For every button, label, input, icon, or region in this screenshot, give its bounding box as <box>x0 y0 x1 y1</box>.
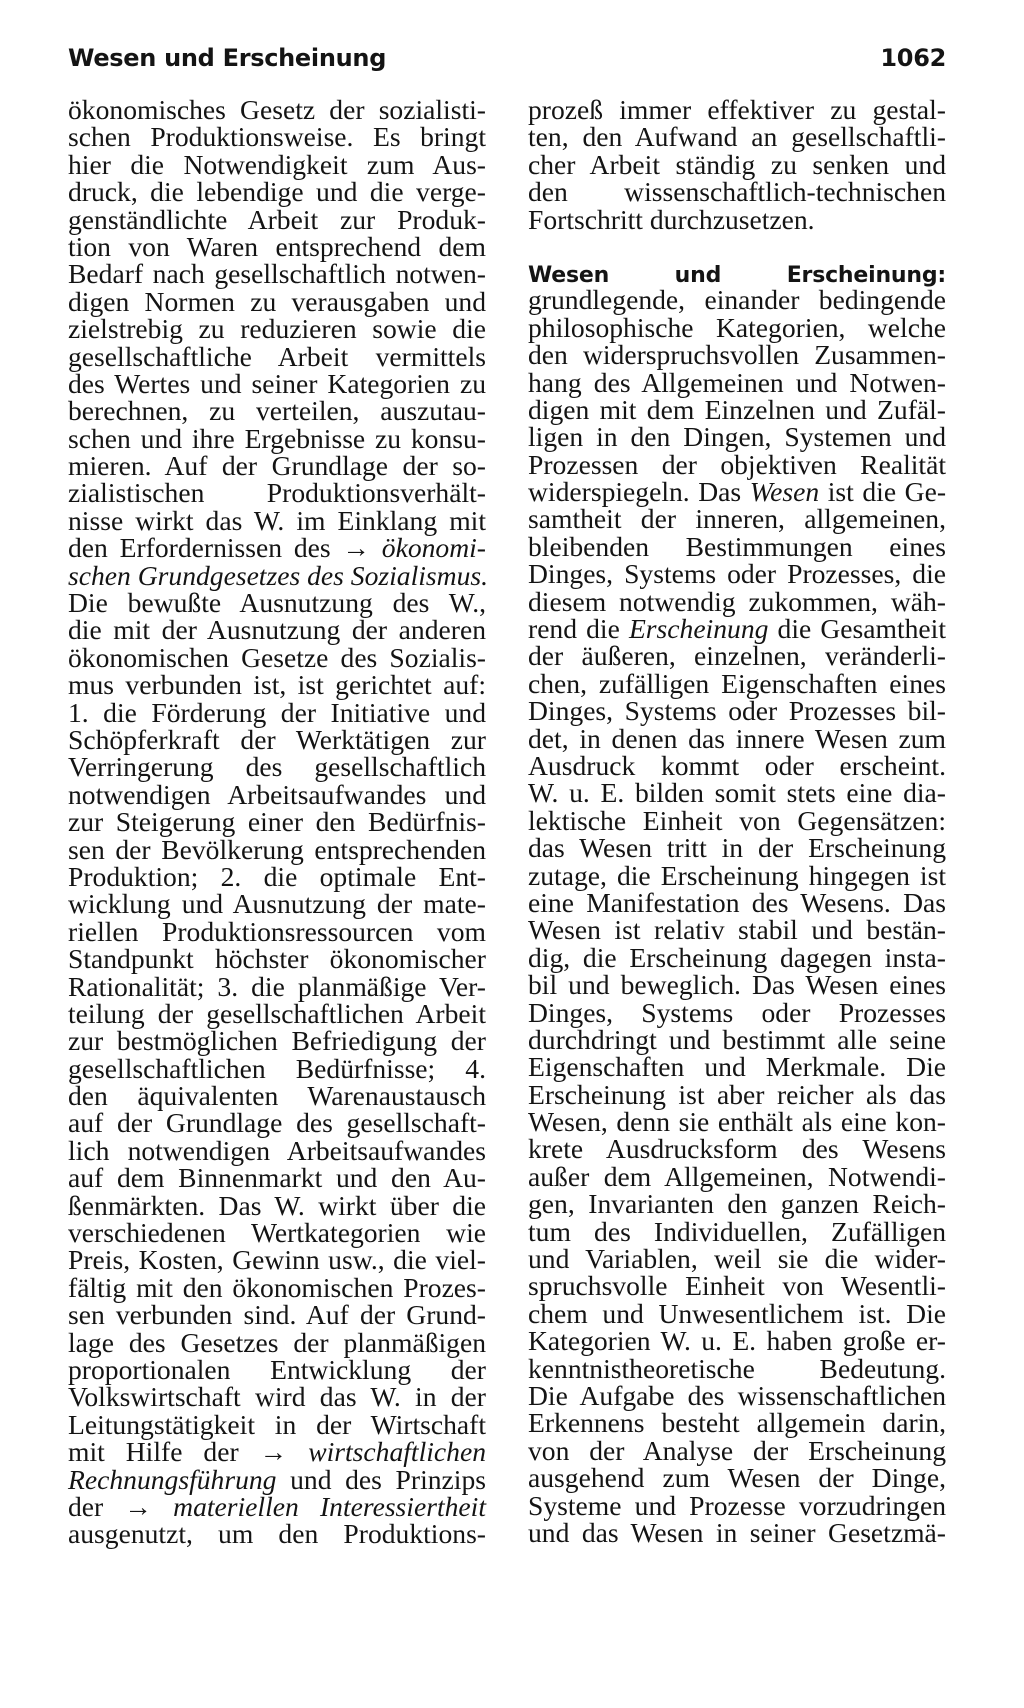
text-line: samtheit der inneren, allgemeinen, <box>528 503 946 535</box>
text-line: fältig mit den ökonomischen Prozes- <box>68 1271 486 1303</box>
text-line: eine Manifestation des Wesens. Das <box>528 886 946 918</box>
text-line: und das Wesen in seiner Gesetzmä- <box>528 1516 946 1548</box>
text-line: ten, den Aufwand an gesellschaftli- <box>528 121 946 153</box>
running-head <box>68 44 946 72</box>
text-line: Prozessen der objektiven Realität <box>528 448 946 480</box>
text-line: spruchsvolle Einheit von Wesentli- <box>528 1270 946 1302</box>
text-line: außer dem Allgemeinen, Notwendi- <box>528 1160 946 1192</box>
text-line: Standpunkt höchster ökonomischer <box>68 943 486 975</box>
left-column <box>68 94 489 1550</box>
text-line: mieren. Auf der Grundlage der so- <box>68 450 486 482</box>
cross-reference: ökonomi- <box>381 532 486 564</box>
text-line: Rechnungsführung und des Prinzips <box>68 1463 486 1495</box>
text-line: ökonomischen Gesetze des Sozialis- <box>68 641 486 673</box>
text-line: des Wertes und seiner Kategorien zu <box>68 367 486 399</box>
text-line: Volkswirtschaft wird das W. in der <box>68 1381 486 1413</box>
text-line: mus verbunden ist, ist gerichtet auf: <box>68 669 486 701</box>
text-line: wicklung und Ausnutzung der mate- <box>68 888 486 920</box>
cross-reference: Rechnungsführung <box>68 1463 277 1495</box>
page-number: 1062 <box>880 44 946 72</box>
text-line: lage des Gesetzes der planmäßigen <box>68 1326 486 1358</box>
text-line: gesellschaftliche Arbeit vermittels <box>68 340 486 372</box>
text-line: auf dem Binnenmarkt und den Au- <box>68 1162 486 1194</box>
text-line: Leitungstätigkeit in der Wirtschaft <box>68 1408 486 1440</box>
cross-reference-arrow: → <box>124 1490 152 1522</box>
text-line: Schöpferkraft der Werktätigen zur <box>68 723 486 755</box>
text-line: ökonomisches Gesetz der sozialisti- <box>68 94 486 125</box>
text-line: Dinges, Systems oder Prozesses, die <box>528 558 946 590</box>
text-line: den Erfordernissen des → ökonomi- <box>68 532 486 564</box>
text-line: der → materiellen Interessiertheit <box>68 1490 486 1522</box>
text-line: Dinges, Systems oder Prozesses <box>528 996 946 1028</box>
text-line: gesellschaftlichen Bedürfnisse; 4. <box>68 1052 486 1084</box>
text-line: und Variablen, weil sie die wider- <box>528 1243 946 1275</box>
text-line: hier die Notwendigkeit zum Aus- <box>68 148 486 180</box>
text-line: teilung der gesellschaftlichen Arbeit <box>68 997 486 1029</box>
text-line: ausgehend zum Wesen der Dinge, <box>528 1462 946 1494</box>
text-line: Die bewußte Ausnutzung des W., <box>68 587 486 619</box>
text-line: Preis, Kosten, Gewinn usw., die viel- <box>68 1244 486 1276</box>
text-line: berechnen, zu verteilen, auszutau- <box>68 395 486 427</box>
text-line: philosophische Kategorien, welche <box>528 311 946 343</box>
text-line: durchdringt und bestimmt alle seine <box>528 1023 946 1055</box>
cross-reference: schen Grundgesetzes des Sozialismus. <box>68 559 489 591</box>
text-line: grundlegende, einander bedingende <box>528 284 946 316</box>
text-line: Eigenschaften und Merkmale. Die <box>528 1051 946 1083</box>
text-line: cher Arbeit ständig zu senken und <box>528 148 946 180</box>
text-line: bil und beweglich. Das Wesen eines <box>528 969 946 1001</box>
text-line: sen verbunden sind. Auf der Grund- <box>68 1299 486 1331</box>
text-line: chem und Unwesentlichem ist. Die <box>528 1297 946 1329</box>
text-line: Bedarf nach gesellschaftlich notwen- <box>68 258 486 290</box>
text-line: zialistischen Produktionsverhält- <box>68 477 486 509</box>
text-line: riellen Produktionsressourcen vom <box>68 915 486 947</box>
text-line: dig, die Erscheinung dagegen insta- <box>528 941 946 973</box>
text-line: chen, zufälligen Eigenschaften eines <box>528 667 946 699</box>
text-line: zur bestmöglichen Befriedigung der <box>68 1025 486 1057</box>
text-line: schen Produktionsweise. Es bringt <box>68 121 486 153</box>
text-line: lich notwendigen Arbeitsaufwandes <box>68 1134 486 1166</box>
text-line: rend die Erscheinung die Gesamtheit <box>528 613 946 645</box>
header-title: Wesen und Erscheinung <box>68 44 387 72</box>
text-line: von der Analyse der Erscheinung <box>528 1434 946 1466</box>
text-line: Fortschritt durchzusetzen. <box>528 203 815 235</box>
text-line: bleibenden Bestimmungen eines <box>528 530 946 562</box>
text-line: Erscheinung ist aber reicher als das <box>528 1078 946 1110</box>
text-line: notwendigen Arbeitsaufwandes und <box>68 778 486 810</box>
text-line: proportionalen Entwicklung der <box>68 1353 486 1385</box>
text-line: Verringerung des gesellschaftlich <box>68 751 486 783</box>
text-line: sen der Bevölkerung entsprechenden <box>68 833 486 865</box>
text-line: krete Ausdrucksform des Wesens <box>528 1133 946 1165</box>
text-line: druck, die lebendige und die verge- <box>68 176 486 208</box>
text-line: nisse wirkt das W. im Einklang mit <box>68 504 486 536</box>
text-line: Produktion; 2. die optimale Ent- <box>68 860 486 892</box>
text-line: Die Aufgabe des wissenschaftlichen <box>528 1379 946 1411</box>
text-line: digen Normen zu verausgaben und <box>68 285 486 317</box>
text-line: das Wesen tritt in der Erscheinung <box>528 832 946 864</box>
entry-heading-line <box>528 259 946 286</box>
text-line: kenntnistheoretische Bedeutung. <box>528 1352 946 1384</box>
text-line: zutage, die Erscheinung hingegen ist <box>528 859 946 891</box>
text-line: 1. die Förderung der Initiative und <box>68 696 486 728</box>
text-line: zur Steigerung einer den Bedürfnis- <box>68 806 486 838</box>
text-line: gen, Invarianten den ganzen Reich- <box>528 1188 946 1220</box>
emphasized-term: Wesen <box>749 476 820 508</box>
text-line: prozeß immer effektiver zu gestal- <box>528 94 946 125</box>
entry-term: Wesen und Erscheinung: <box>528 262 946 288</box>
text-line: ßenmärkten. Das W. wirkt über die <box>68 1189 486 1221</box>
text-line: den äquivalenten Warenaustausch <box>68 1080 486 1112</box>
text-line <box>68 559 489 591</box>
cross-reference-arrow: → <box>342 532 370 564</box>
text-line: Systeme und Prozesse vorzudringen <box>528 1489 946 1521</box>
text-line: ligen in den Dingen, Systemen und <box>528 421 946 453</box>
cross-reference: wirtschaftlichen <box>308 1436 486 1468</box>
text-line: schen und ihre Ergebnisse zu konsu- <box>68 422 486 454</box>
text-line: Kategorien W. u. E. haben große er- <box>528 1325 946 1357</box>
text-line: diesem notwendig zukommen, wäh- <box>528 585 946 617</box>
text-line: tum des Individuellen, Zufälligen <box>528 1215 946 1247</box>
text-line: widerspiegeln. Das Wesen ist die Ge- <box>528 476 947 508</box>
text-line: mit Hilfe der → wirtschaftlichen <box>68 1436 486 1468</box>
text-line: Wesen, denn sie enthält als eine kon- <box>528 1106 946 1138</box>
text-line: lektische Einheit von Gegensätzen: <box>528 804 946 836</box>
text-line: tion von Waren entsprechend dem <box>68 230 486 262</box>
cross-reference: materiellen Interessiertheit <box>173 1490 486 1522</box>
text-line: Ausdruck kommt oder erscheint. <box>528 749 946 781</box>
text-line: ausgenutzt, um den Produktions- <box>68 1518 486 1550</box>
text-line: det, in denen das innere Wesen zum <box>528 722 946 754</box>
text-line: Dinges, Systems oder Prozesses bil- <box>528 695 946 727</box>
cross-reference-arrow: → <box>259 1436 288 1468</box>
text-line: hang des Allgemeinen und Notwen- <box>528 366 946 398</box>
text-line: den widerspruchsvollen Zusammen- <box>528 339 946 371</box>
text-line: die mit der Ausnutzung der anderen <box>68 614 486 646</box>
text-line: den wissenschaftlich-technischen <box>528 176 946 208</box>
text-line: zielstrebig zu reduzieren sowie die <box>68 313 486 345</box>
text-line: Wesen ist relativ stabil und bestän- <box>528 914 946 946</box>
right-column <box>528 96 946 1546</box>
text-line: digen mit dem Einzelnen und Zufäl- <box>528 393 946 425</box>
text-line: genständlichte Arbeit zur Produk- <box>68 203 486 235</box>
text-line: verschiedenen Wertkategorien wie <box>68 1217 486 1249</box>
text-line: auf der Grundlage des gesellschaft- <box>68 1107 486 1139</box>
emphasized-term: Erscheinung <box>628 613 769 645</box>
text-line: der äußeren, einzelnen, veränderli- <box>528 640 946 672</box>
text-line: Erkennens besteht allgemein darin, <box>528 1407 946 1439</box>
text-line: Rationalität; 3. die planmäßige Ver- <box>68 970 486 1002</box>
paragraph-gap <box>528 233 946 259</box>
text-line: W. u. E. bilden somit stets eine dia- <box>528 777 946 809</box>
